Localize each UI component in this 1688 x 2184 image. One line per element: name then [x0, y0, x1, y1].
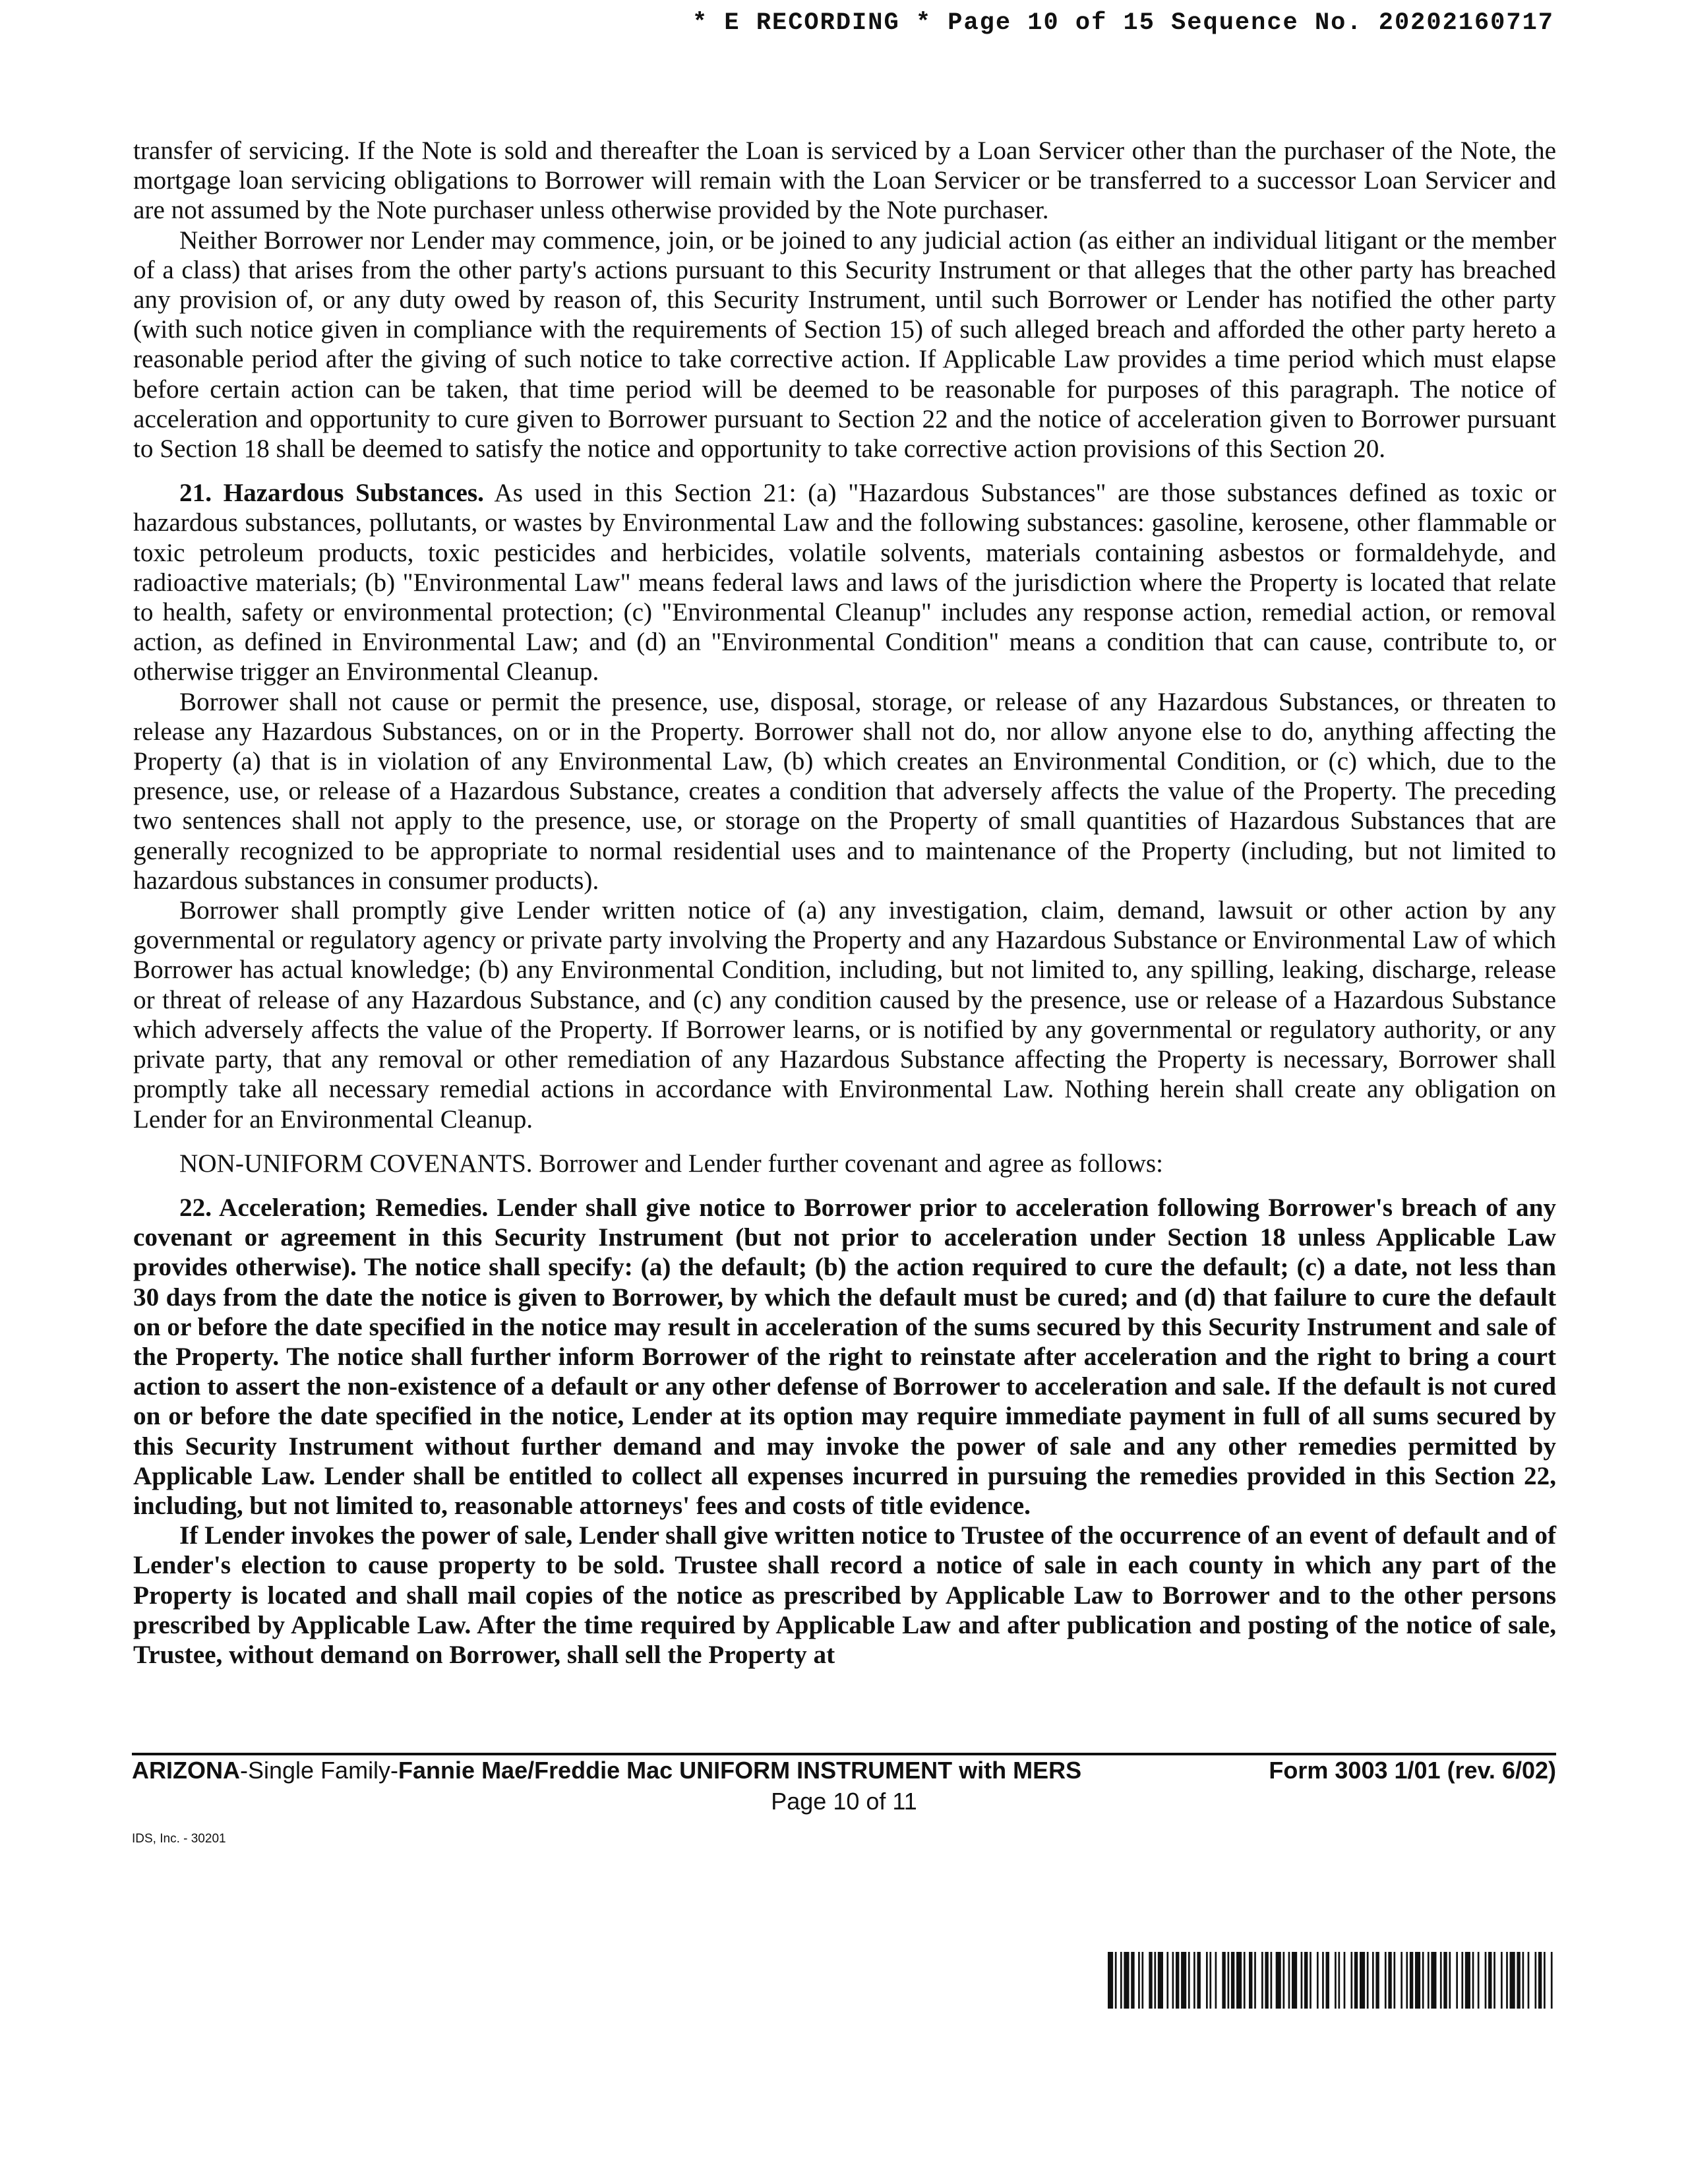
barcode-bar: [1322, 1952, 1324, 2009]
barcode-bar: [1375, 1952, 1379, 2009]
paragraph-power-of-sale: If Lender invokes the power of sale, Lender shall give written notice to Trustee of the occurrence of an event of default and of Lender's election to cause property to be sold. Trustee shall record a notice of sale in each county in which any part of the Property is located and shall mail copies of the notice as prescribed by Applicable Law to Borrower and to the other persons prescribed by Applicable Law. After the time required by Applicable Law and after publication and posting of the notice of sale, Trustee, without demand on Borrower, shall sell the Property at: [133, 1521, 1556, 1669]
barcode-bar: [1338, 1952, 1340, 2009]
barcode-bar: [1138, 1952, 1140, 2009]
barcode-bar: [1344, 1952, 1346, 2009]
barcode-bar: [1176, 1952, 1179, 2009]
barcode-bar: [1354, 1952, 1358, 2009]
barcode-bar: [1431, 1952, 1436, 2009]
non-uniform-covenants: NON-UNIFORM COVENANTS. Borrower and Lender further covenant and agree as follows:: [179, 1149, 1164, 1178]
paragraph-judicial-action: Neither Borrower nor Lender may commence, join, or be joined to any judicial action (as either an individual litigant or the member of a class) that arises from the other party's actions pursuant to this Security Instrument or that alleges that the other party has breached any provision of, or any duty owed by reason of, this Security Instrument, until such Borrower or Lender has notified the other party (with such notice given in compliance with the requirements of Section 15) of such alleged breach and afforded the other party hereto a reasonable period after the giving of such notice to take corrective action. If Applicable Law provides a time period which must elapse before certain action can be taken, that time period will be deemed to be reasonable for purposes of this paragraph. The notice of acceleration and opportunity to cure given to Borrower pursuant to Section 22 and the notice of acceleration given to Borrower pursuant to Section 18 shall be deemed to satisfy the notice and opportunity to take corrective action provisions of this Section 20.: [133, 226, 1556, 464]
document-body: [133, 136, 1556, 1670]
paragraph-borrower-written-notice: Borrower shall promptly give Lender written notice of (a) any investigation, claim, demand, lawsuit or other action by any governmental or regulatory agency or private party involving the Property and any Hazardous Substance or Environmental Law of which Borrower has actual knowledge; (b) any Environmental Condition, including, but not limited to, any spilling, leaking, discharge, release or threat of release of any Hazardous Substance, and (c) any condition caused by the presence, use or release of a Hazardous Substance which adversely affects the value of the Property. If Borrower learns, or is notified by any governmental or regulatory authority, or any private party, that any removal or other remediation of any Hazardous Substance affecting the Property is necessary, Borrower shall promptly take all necessary remedial actions in accordance with Environmental Law. Nothing herein shall create any obligation on Lender for an Environmental Cleanup.: [133, 896, 1556, 1134]
barcode-bar: [1206, 1952, 1208, 2009]
barcode-bar: [1249, 1952, 1252, 2009]
barcode-bar: [1538, 1952, 1542, 2009]
barcode-bar: [1172, 1952, 1174, 2009]
barcode-bar: [1544, 1952, 1546, 2009]
barcode-bar: [1231, 1952, 1234, 2009]
barcode-bar: [1456, 1952, 1458, 2009]
barcode-bar: [1465, 1952, 1470, 2009]
barcode-bar: [1215, 1952, 1217, 2009]
barcode-bar: [1406, 1952, 1408, 2009]
barcode-bar: [1485, 1952, 1487, 2009]
barcode-bar: [1410, 1952, 1413, 2009]
barcode-bar: [1372, 1952, 1374, 2009]
barcode-bar: [1304, 1952, 1308, 2009]
barcode-bar: [1472, 1952, 1474, 2009]
barcode-bar: [1443, 1952, 1447, 2009]
barcode-bar: [1131, 1952, 1134, 2009]
barcode-bar: [1461, 1952, 1463, 2009]
barcode-bar: [1222, 1952, 1225, 2009]
barcode-bar: [1551, 1952, 1553, 2009]
section-21-hazardous-substances: [133, 478, 1556, 686]
barcode-bar: [1254, 1952, 1256, 2009]
barcode-bar: [1317, 1952, 1319, 2009]
barcode-bar: [1528, 1952, 1530, 2009]
barcode-bar: [1360, 1952, 1365, 2009]
barcode-bar: [1422, 1952, 1424, 2009]
barcode-bar: [1271, 1952, 1273, 2009]
barcode-bar: [1510, 1952, 1515, 2009]
barcode-bar: [1522, 1952, 1524, 2009]
barcode-bar: [1506, 1952, 1508, 2009]
barcode-bar: [1283, 1952, 1285, 2009]
barcode-bar: [1124, 1952, 1129, 2009]
barcode-bar: [1115, 1952, 1117, 2009]
barcode-bar: [1265, 1952, 1268, 2009]
barcode-bar: [1181, 1952, 1186, 2009]
barcode-bar: [1335, 1952, 1337, 2009]
barcode-bar: [1488, 1952, 1492, 2009]
recording-header: * E RECORDING * Page 10 of 15 Sequence No. 20202160717: [692, 9, 1554, 37]
barcode-bar: [1326, 1952, 1329, 2009]
footer-ids-code: IDS, Inc. - 30201: [132, 1832, 226, 1846]
section-21-heading: 21. Hazardous Substances.: [179, 479, 484, 508]
barcode-bar: [1385, 1952, 1387, 2009]
barcode-bar: [1517, 1952, 1520, 2009]
barcode-bar: [1401, 1952, 1402, 2009]
barcode-bar: [1534, 1952, 1536, 2009]
barcode-bar: [1493, 1952, 1495, 2009]
barcode-bar: [1236, 1952, 1242, 2009]
barcode-bar: [1301, 1952, 1303, 2009]
barcode-bar: [1197, 1952, 1200, 2009]
barcode-bar: [1292, 1952, 1297, 2009]
footer-form-number: Form 3003 1/01 (rev. 6/02): [1269, 1757, 1556, 1784]
barcode-bar: [1393, 1952, 1395, 2009]
barcode-bar: [1478, 1952, 1480, 2009]
barcode-bar: [1120, 1952, 1122, 2009]
barcode-bar: [1310, 1952, 1311, 2009]
barcode-bar: [1449, 1952, 1451, 2009]
barcode-bar: [1228, 1952, 1230, 2009]
barcode-bar: [1261, 1952, 1263, 2009]
barcode-bar: [1428, 1952, 1430, 2009]
barcode-bar: [1141, 1952, 1143, 2009]
barcode-bar: [1244, 1952, 1246, 2009]
barcode-bar: [1501, 1952, 1503, 2009]
paragraph-borrower-shall-not-cause: Borrower shall not cause or permit the presence, use, disposal, storage, or release of any Hazardous Substances, or threaten to release any Hazardous Substances, on or in the Property. Borrower shall not do, nor allow anyone else to do, anything affecting the Property (a) that is in violation of any Environmental Law, (b) which creates an Environmental Condition, or (c) which, due to the presence, use, or release of a Hazardous Substance, creates a condition that adversely affects the value of the Property. The preceding two sentences shall not apply to the presence, use, or storage on the Property of small quantities of Hazardous Substances that are generally recognized to be appropriate to normal residential uses and to maintenance of the Property (including, but not limited to hazardous substances in consumer products).: [133, 687, 1556, 895]
barcode-bar: [1440, 1952, 1442, 2009]
barcode-bar: [1350, 1952, 1352, 2009]
footer-divider: [132, 1753, 1556, 1755]
section-21-text: As used in this Section 21: (a) "Hazardous Substances" are those substances defined as toxic or hazardous substances, pollutants, or wastes by Environmental Law and the following substances: gasoline, kerosene, other flammable or toxic petroleum products, toxic pesticides and herbicides, volatile solvents, materials containing asbestos or formaldehyde, and radioactive materials; (b) "Environmental Law" means federal laws and laws of the jurisdiction where the Property is located that relate to health, safety or environmental protection; (c) "Environmental Cleanup" includes any response action, remedial action, or removal action, as defined in Environmental Law; and (d) an "Environmental Condition" means a condition that can cause, contribute to, or otherwise trigger an Environmental Cleanup.: [133, 479, 1556, 686]
barcode-bar: [1388, 1952, 1391, 2009]
barcode-bar: [1367, 1952, 1369, 2009]
barcode-bar: [1149, 1952, 1152, 2009]
barcode-bar: [1158, 1952, 1163, 2009]
paragraph-transfer-of-servicing: transfer of servicing. If the Note is sold and thereafter the Loan is serviced by a Loan Servicer other than the purchaser of the Note, the mortgage loan servicing obligations to Borrower will remain with the Loan Servicer or be transferred to a successor Loan Servicer and are not assumed by the Note purchaser unless otherwise provided by the Note purchaser.: [133, 136, 1556, 225]
barcode-bar: [1166, 1952, 1168, 2009]
barcode-bar: [1193, 1952, 1195, 2009]
barcode-bar: [1415, 1952, 1420, 2009]
footer-page-number: Page 10 of 11: [771, 1788, 917, 1815]
barcode: [1108, 1952, 1556, 2009]
footer-form-title: ARIZONA-Single Family-Fannie Mae/Freddie Mac UNIFORM INSTRUMENT with MERS: [132, 1757, 1082, 1784]
barcode-bar: [1188, 1952, 1190, 2009]
barcode-bar: [1209, 1952, 1211, 2009]
section-22-acceleration-remedies: 22. Acceleration; Remedies. Lender shall give notice to Borrower prior to acceleration following Borrower's breach of any covenant or agreement in this Security Instrument (but not prior to acceleration under Section 18 unless Applicable Law provides otherwise). The notice shall specify: (a) the default; (b) the action required to cure the default; (c) a date, not less than 30 days from the date the notice is given to Borrower, by which the default must be cured; and (d) that failure to cure the default on or before the date specified in the notice may result in acceleration of the sums secured by this Security Instrument and sale of the Property. The notice shall further inform Borrower of the right to reinstate after acceleration and the right to bring a court action to assert the non-existence of a default or any other defense of Borrower to acceleration and sale. If the default is not cured on or before the date specified in the notice, Lender at its option may require immediate payment in full of all sums secured by this Security Instrument without further demand and may invoke the power of sale and any other remedies permitted by Applicable Law. Lender shall be entitled to collect all expenses incurred in pursuing the remedies provided in this Section 22, including, but not limited to, reasonable attorneys' fees and costs of title evidence.: [133, 1193, 1556, 1520]
barcode-bar: [1154, 1952, 1156, 2009]
barcode-bar: [1108, 1952, 1113, 2009]
barcode-bar: [1288, 1952, 1290, 2009]
barcode-bar: [1276, 1952, 1281, 2009]
